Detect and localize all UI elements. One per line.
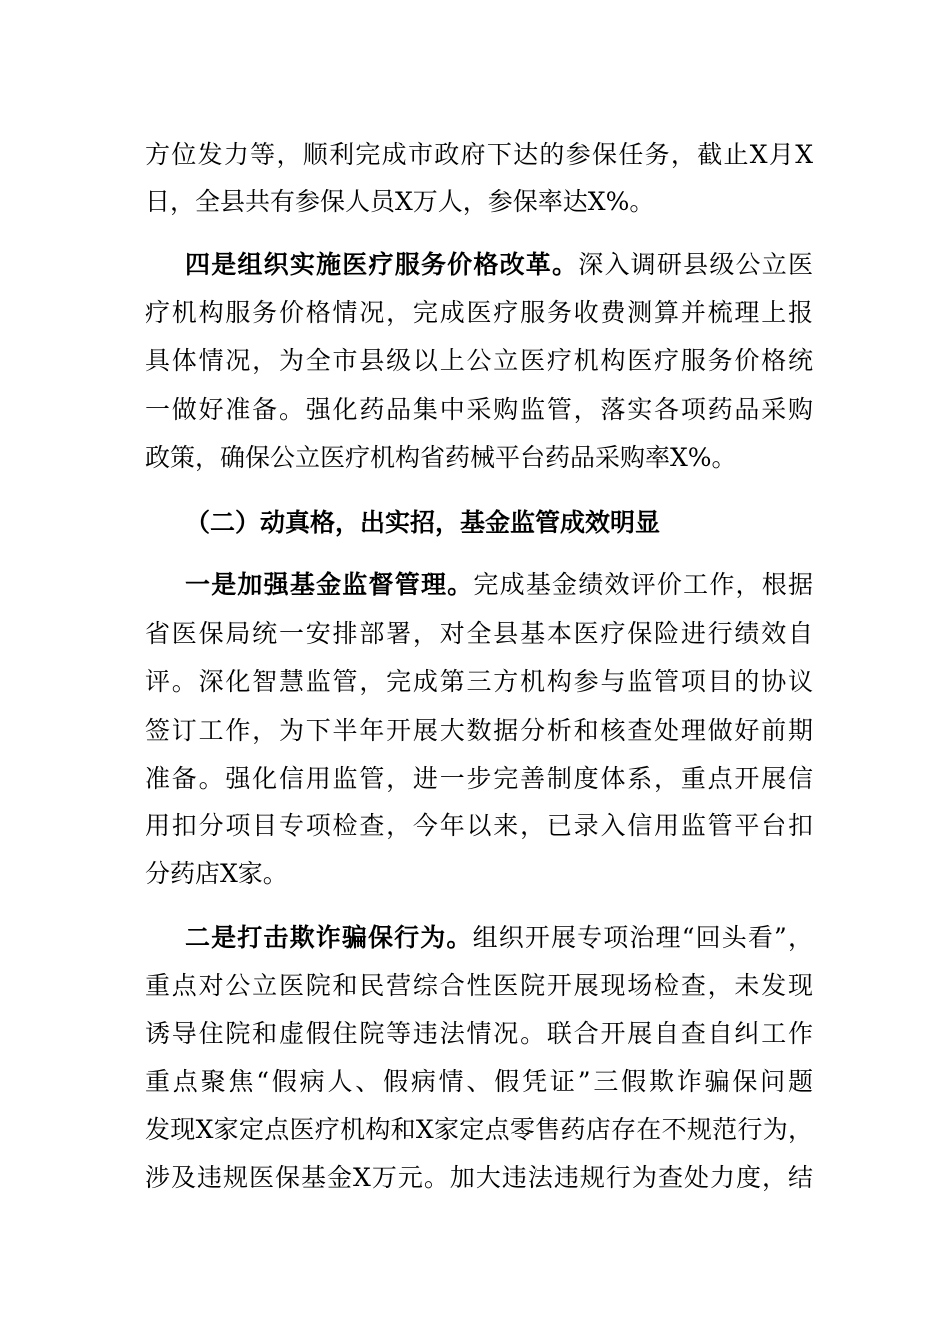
paragraph-first-line <box>185 565 813 605</box>
paragraph-line: 省医保局统一安排部署，对全县基本医疗保险进行绩效自 <box>145 619 813 648</box>
paragraph-line: 签订工作，为下半年开展大数据分析和核查处理做好前期 <box>145 716 813 745</box>
paragraph-line: 诱导住院和虚假住院等违法情况。联合开展自查自纠工作 <box>145 1019 813 1048</box>
paragraph-heading: 一是加强基金监督管理。 <box>185 570 474 599</box>
paragraph-line: 组织开展专项治理“回头看”， <box>472 923 813 952</box>
paragraph-line: 一做好准备。强化药品集中采购监管，落实各项药品采购 <box>145 395 813 424</box>
paragraph-line: 用扣分项目专项检查，今年以来，已录入信用监管平台扣 <box>145 811 813 840</box>
paragraph-line: 评。深化智慧监管，完成第三方机构参与监管项目的协议 <box>145 667 813 696</box>
paragraph-line: 深入调研县级公立医 <box>578 250 813 279</box>
paragraph-line: 疗机构服务价格情况，完成医疗服务收费测算并梳理上报 <box>145 298 813 327</box>
paragraph-heading: 二是打击欺诈骗保行为。 <box>185 923 473 952</box>
paragraph-line: 准备。强化信用监管，进一步完善制度体系，重点开展信 <box>145 764 813 793</box>
paragraph-line: 涉及违规医保基金X万元。加大违法违规行为查处力度，结 <box>145 1163 813 1192</box>
paragraph-line: 重点对公立医院和民营综合性医院开展现场检查，未发现 <box>145 971 813 1000</box>
paragraph-heading: 四是组织实施医疗服务价格改革。 <box>185 250 579 279</box>
paragraph-line: 方位发力等，顺利完成市政府下达的参保任务，截止X月X <box>145 140 813 169</box>
paragraph-line: 日，全县共有参保人员X万人，参保率达X%。 <box>145 187 655 216</box>
paragraph-line: 重点聚焦“假病人、假病情、假凭证”三假欺诈骗保问题 <box>145 1067 813 1096</box>
section-title: （二）动真格，出实招，基金监管成效明显 <box>185 508 661 537</box>
paragraph-line: 具体情况，为全市县级以上公立医疗机构医疗服务价格统 <box>145 346 813 375</box>
paragraph-first-line <box>185 245 813 285</box>
paragraph-line: 发现X家定点医疗机构和X家定点零售药店存在不规范行为， <box>145 1115 813 1144</box>
paragraph-line: 完成基金绩效评价工作，根据 <box>473 570 813 599</box>
paragraph-line: 政策，确保公立医疗机构省药械平台药品采购率X%。 <box>145 443 737 472</box>
paragraph-first-line <box>185 918 813 958</box>
paragraph-line: 分药店X家。 <box>145 859 288 888</box>
